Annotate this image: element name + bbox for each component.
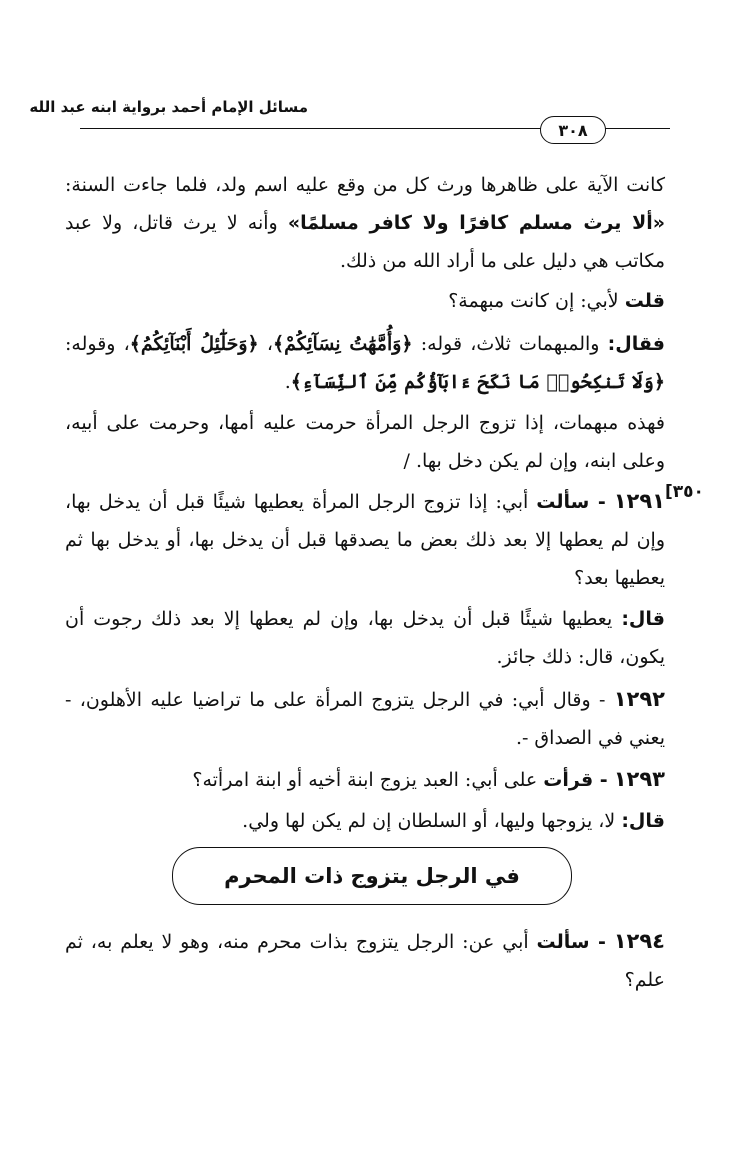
paragraph-text: فهذه مبهمات، إذا تزوج الرجل المرأة حرمت عليه أمها، وحرمت على أبيه، وعلى ابنه، وإن لم يكن دخل بها. /: [65, 412, 665, 472]
lead-word: قلت: [624, 290, 665, 312]
quran-quote-3: ﴿وَلَا تَنكِحُوا۟ مَا نَكَحَ ءَابَآؤُكُم مِّنَ ٱلنِّسَآءِ﴾: [290, 371, 665, 393]
paragraph-text: يعطيها شيئًا قبل أن يدخل بها، وإن لم يعطها إلا بعد ذلك رجوت أن يكون، قال: ذلك جائز.: [65, 608, 665, 668]
lead-word: - سألت: [536, 491, 606, 513]
paragraph-1292: [65, 680, 665, 757]
margin-reference: [٣٥٠: [665, 482, 704, 502]
issue-number: ١٢٩٢: [613, 687, 666, 711]
paragraph-1291: [65, 482, 665, 597]
paragraph-1: [65, 166, 665, 280]
paragraph-text: لا، يزوجها وليها، أو السلطان إن لم يكن لها ولي.: [242, 810, 616, 832]
paragraph-3: فقال: والمبهمات ثلاث، قوله: ﴿وَأُمَّهَٰتُ نِسَآئِكُمْ﴾، ﴿وَحَلَٰٓئِلُ أَبْنَآئِكُمُ﴾، وقوله: ﴿وَلَا تَنكِحُوا۟ مَا نَكَحَ ءَابَآؤُكُم مِّنَ ٱلنِّسَآءِ﴾.: [65, 333, 665, 393]
paragraph-answer-1293: [65, 802, 665, 840]
lead-word: قال:: [621, 608, 665, 630]
paragraph-text: وأنه لا يرث قاتل، ولا عبد مكاتب هي دليل على ما أراد الله من ذلك.: [65, 212, 665, 272]
paragraph-answer-1291: [65, 600, 665, 676]
paragraph-4: [65, 404, 665, 480]
paragraph-text: أبي: إذا تزوج الرجل المرأة يعطيها شيئًا قبل أن يدخل بها، وإن لم يعطها إلا بعد ذلك بعض ما يصدقها قبل أن يدخل بها، أو يدخل بها ثم يعطيها بعد؟: [65, 491, 665, 589]
page-number: ٣٠٨: [540, 116, 606, 144]
lead-word: - سألت: [536, 931, 606, 953]
paragraph-2: [65, 282, 665, 320]
paragraph-text: والمبهمات ثلاث، قوله:: [420, 333, 600, 355]
section-heading: في الرجل يتزوج ذات المحرم: [172, 847, 572, 905]
running-title: مسائل الإمام أحمد برواية ابنه عبد الله: [29, 98, 308, 116]
paragraph-text: ، وقوله:: [65, 333, 130, 355]
paragraph-text: كانت الآية على ظاهرها ورث كل من وقع عليه اسم ولد، فلما جاءت السنة:: [65, 174, 665, 196]
issue-number: ١٢٩٤: [613, 929, 665, 953]
hadith-quote: «ألا يرث مسلم كافرًا ولا كافر مسلمًا»: [287, 212, 665, 234]
paragraph-1294: [65, 922, 665, 999]
paragraph-text: لأبي: إن كانت مبهمة؟: [448, 290, 619, 312]
paragraph-1293: [65, 760, 665, 799]
issue-number: ١٢٩١: [613, 489, 665, 513]
paragraph-text: على أبي: العبد يزوج ابنة أخيه أو ابنة امرأته؟: [192, 769, 538, 791]
paragraph-text: - وقال أبي: في الرجل يتزوج المرأة على ما تراضيا عليه الأهلون، - يعني في الصداق -.: [65, 689, 665, 749]
lead-word: - قرأت: [543, 769, 608, 791]
lead-word: فقال:: [607, 333, 665, 355]
quran-quote-1: ﴿وَأُمَّهَٰتُ نِسَآئِكُمْ﴾: [273, 333, 413, 355]
lead-word: قال:: [621, 810, 665, 832]
paragraph-text: أبي عن: الرجل يتزوج بذات محرم منه، وهو لا يعلم به، ثم علم؟: [65, 931, 665, 991]
issue-number: ١٢٩٣: [613, 767, 665, 791]
quran-quote-2: ﴿وَحَلَٰٓئِلُ أَبْنَآئِكُمُ﴾: [129, 333, 259, 355]
